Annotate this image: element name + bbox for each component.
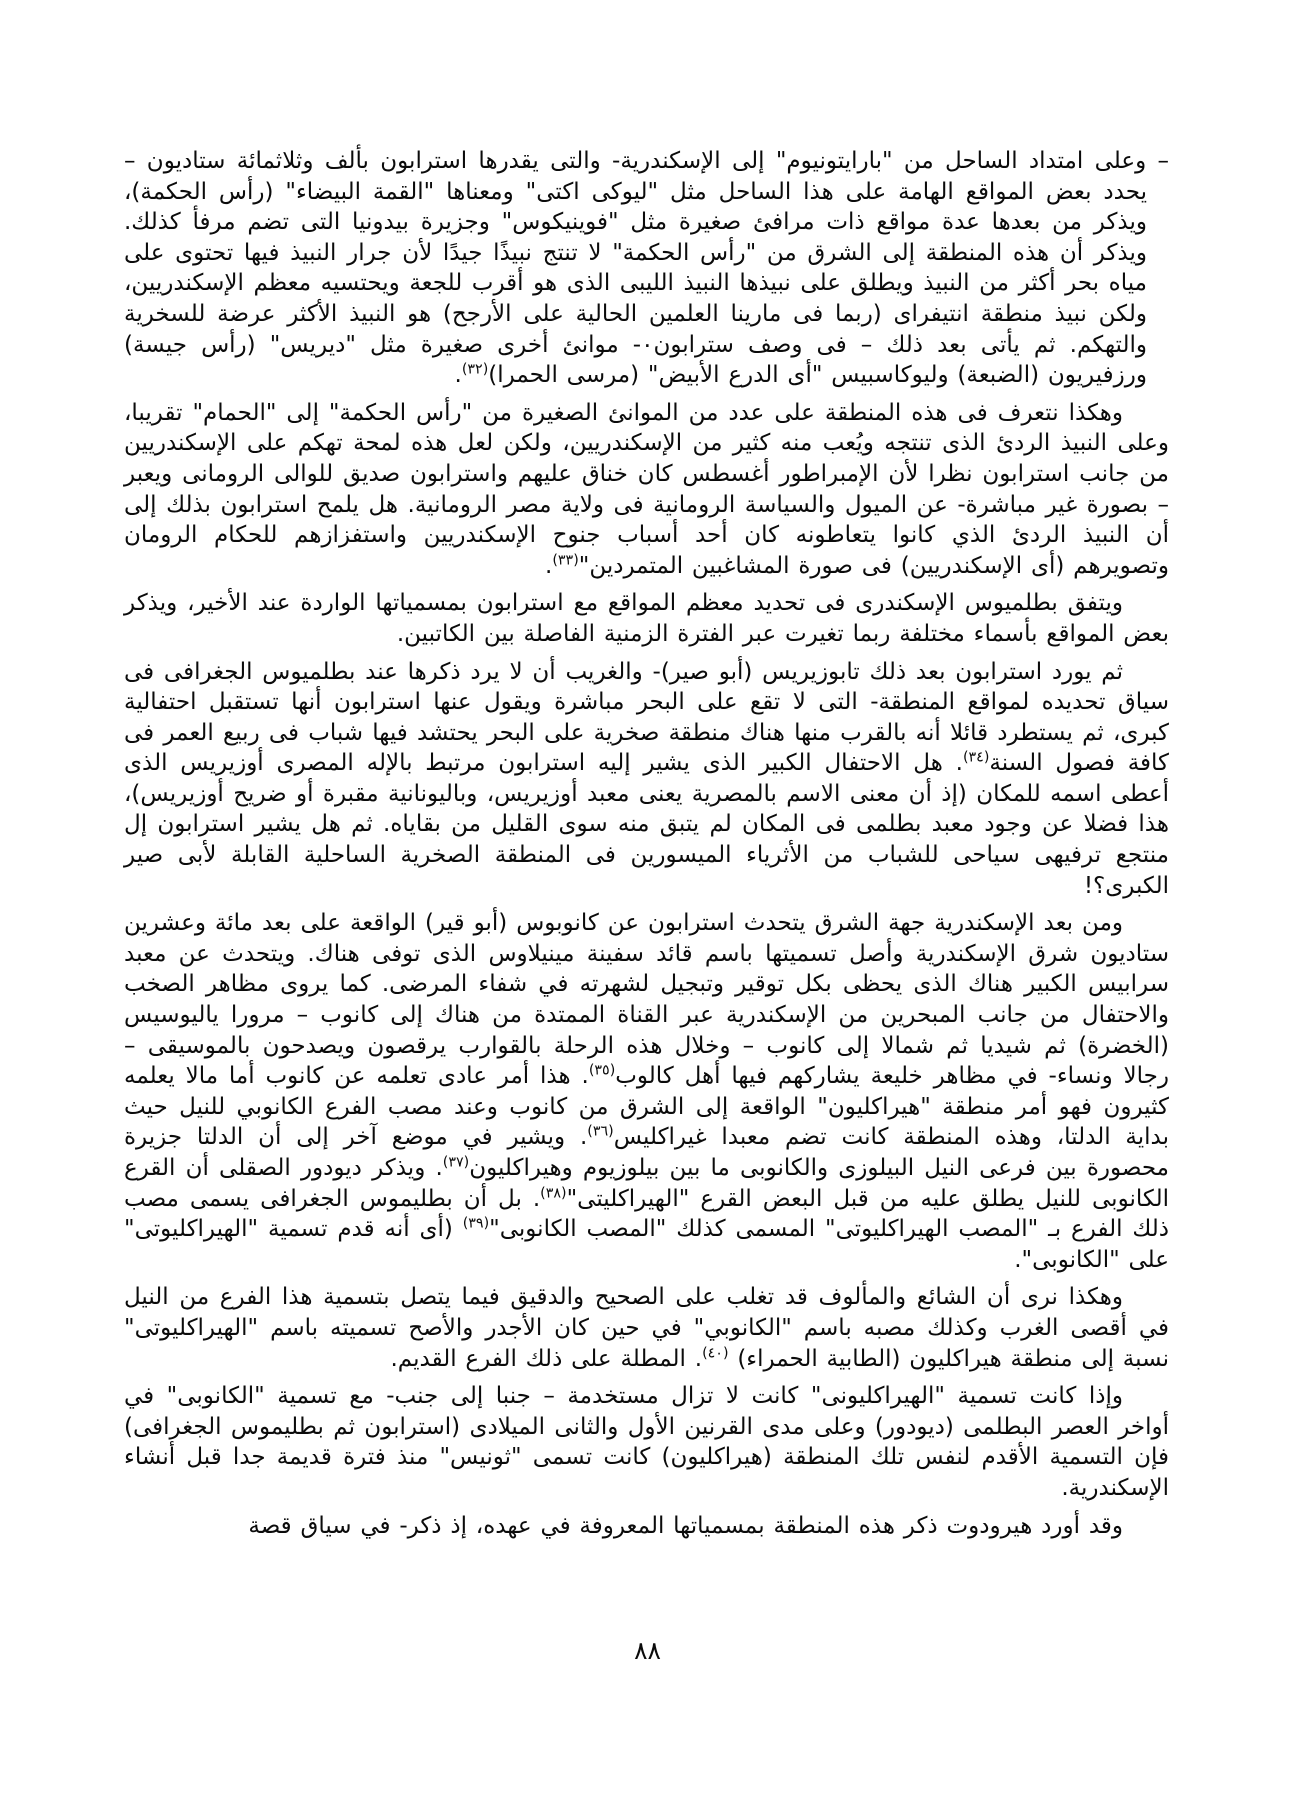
page-number: ٨٨ [634,1636,661,1665]
footnote-marker: (٣٣) [552,552,579,569]
paragraph-text: وقد أورد هيرودوت ذكر هذه المنطقة بمسمياتها المعروفة في عهده، إذ ذكر- في سياق قصة [248,1512,1123,1539]
paragraph [124,588,1169,649]
footnote-marker: (٣٦) [587,1123,614,1140]
paragraph [124,1381,1169,1503]
paragraph [124,657,1169,902]
footnote-marker: (٣٢) [461,361,489,378]
paragraph-text: ومن بعد الإسكندرية جهة الشرق يتحدث استرابون عن كانوبوس (أبو قير) الواقعة على بعد مائة وعشرين ستاديون شرق الإسكندرية وأصل تسميتها باسم قائد سفينة مينيلاوس الذى توفى هناك. ويتحدث عن معبد سرابيس الكبير هناك الذى يحظى بكل توقير وتبجيل لشهرته في شفاء المرضى. كما يروى مظاهر الصخب والاحتفال من جانب المبحرين من الإسكندرية عبر القناة الممتدة من هناك إلى كانوب – مرورا ياليوسيس (الخضرة) ثم شيديا ثم شمالا إلى كانوب – وخلال هذه الرحلة بالقوارب يرقصون ويصدحون بالموسيقى – رجالا ونساء- في مظاهر خليعة يشاركهم فيها أهل كالوب [124,910,1169,1090]
footnote-marker: (٣٤) [962,749,990,766]
paragraph [124,146,1169,391]
paragraph-text: وهكذا نرى أن الشائع والمألوف قد تغلب على الصحيح والدقيق فيما يتصل بتسمية هذا الفرع من النيل في أقصى الغرب وكذلك مصبه باسم "الكانوبي" في حين كان الأجدر والأصح تسميته باسم "الهيراكليوتى" نسبة إلى منطقة هيراكليون (الطابية الحمراء) [124,1284,1169,1372]
footnote-marker: (٤٠) [702,1344,729,1361]
paragraph-text: ويتفق بطلميوس الإسكندرى فى تحديد معظم المواقع مع استرابون بمسمياتها الواردة عند الأخير، ويذكر بعض المواقع بأسماء مختلفة ربما تغيرت عبر الفترة الزمنية الفاصلة بين الكاتبين. [124,590,1169,647]
paragraph-text: (أى أنه قدم تسمية "الهيراكليوتى" على "الكانوبى". [124,1216,1169,1273]
footnote-marker: (٣٩) [462,1215,490,1232]
text-block [124,146,1169,1548]
paragraph [124,1282,1169,1374]
paragraph [124,1511,1169,1542]
paragraph-text: . هذا أمر عادى تعلمه عن كانوب أما مالا يعلمه كثيرون فهو أمر منطقة "هيراكليون" الواقعة إلى الشرق من كانوب وعند مصب الفرع الكانوبي للنيل حيث بداية الدلتا، وهذه المنطقة كانت تضم معبدا غيراكليس [124,1063,1170,1151]
paragraph-text: – وعلى امتداد الساحل من "بارايتونيوم" إلى الإسكندرية- والتى يقدرها استرابون بألف وثلاثمائة ستاديون – يحدد بعض المواقع الهامة على هذا الساحل مثل "ليوكى اكتى" ومعناها "القمة البيضاء" (رأس الحكمة)، ويذكر من بعدها عدة مواقع ذات مرافئ صغيرة مثل "فوينيكوس" وجزيرة بيدونيا التى تضم مرفأ كذلك. ويذكر أن هذه المنطقة إلى الشرق من "رأس الحكمة" لا تنتج نبيذًا جيدًا لأن جرار النبيذ فيها تحتوى على مياه بحر أكثر من النبيذ ويطلق على نبيذها النبيذ الليبى الذى هو أقرب للجعة ويحتسيه معظم الإسكندريين، ولكن نبيذ منطقة انتيفراى (ربما فى مارينا العلمين الحالية على الأرجح) هو النبيذ الأكثر عرضة للسخرية والتهكم. ثم يأتى بعد ذلك – فى وصف سترابون٠- موانئ أخرى صغيرة مثل "ديريس" (رأس جيسة) ورزفيريون (الضبعة) وليوكاسبيس "أى الدرع الأبيض" (مرسى الحمرا) [124,148,1169,389]
paragraph-text: . [454,362,462,389]
paragraph-text: . بل أن بطليموس الجغرافى يسمى مصب ذلك الفرع بـ "المصب الهيراكليوتى" المسمى كذلك "المصب الكانوبى" [124,1185,1169,1243]
footnote-marker: (٣٧) [442,1154,470,1171]
paragraph-text: . المطلة على ذلك الفرع القديم. [390,1345,703,1372]
paragraph-text: . ويشير في موضع آخر إلى أن الدلتا جزيرة محصورة بين فرعى النيل البيلوزى والكانوبى ما بين بيلوزيوم وهيراكليون [124,1124,1170,1181]
paragraph-text: وهكذا نتعرف فى هذه المنطقة على عدد من الموانئ الصغيرة من "رأس الحكمة" إلى "الحمام" تقريبا، وعلى النبيذ الردئ الذى تنتجه ويُعب منه كثير من الإسكندريين، ولكن لعل هذه لمحة تهكم على الإسكندريين من جانب استرابون نظرا لأن الإمبراطور أغسطس كان خناق عليهم واسترابون صديق للوالى الرومانى ويعبر – بصورة غير مباشرة- عن الميول والسياسة الرومانية فى ولاية مصر الرومانية. هل يلمح استرابون بذلك إلى أن النبيذ الردئ الذي كانوا يتعاطونه كان أحد أسباب جنوح الإسكندريين واستفزازهم للحكام الرومان وتصويرهم (أى الإسكندريين) فى صورة المشاغبين المتمردين" [124,399,1169,579]
paragraph-text: . هل الاحتفال الكبير الذى يشير إليه استرابون مرتبط بالإله المصرى أوزيريس الذى أعطى اسمه للمكان (إذ أن معنى الاسم بالمصرية يعنى معبد أوزيريس، وباليونانية مقبرة أو ضريح أوزيريس)، هذا فضلا عن وجود معبد بطلمى فى المكان لم يتبق منه سوى القليل من بقاياه. ثم هل يشير استرابون إل منتجع ترفيهى سياحى للشباب من الأثرياء الميسورين فى المنطقة الصخرية الساحلية القابلة لأبى صير الكبرى؟! [124,750,1169,899]
footnote-marker: (٣٥) [588,1062,616,1079]
paragraph-text: . [545,552,553,579]
paragraph [124,398,1169,582]
paragraph-text: ثم يورد استرابون بعد ذلك تابوزيريس (أبو صير)- والغريب أن لا يرد ذكرها عند بطلميوس الجغرافى فى سياق تحديده لمواقع المنطقة- التى لا تقع على البحر مباشرة ويقول عنها استرابون أنها تستقبل احتفالية كبرى، ثم يستطرد قائلا أنه بالقرب منها هناك منطقة صخرية على البحر يحتشد فيها شباب فى ربيع العمر فى كافة فصول السنة [124,658,1169,777]
paragraph-text: وإذا كانت تسمية "الهيراكليونى" كانت لا تزال مستخدمة – جنبا إلى جنب- مع تسمية "الكانوبى" في أواخر العصر البطلمى (ديودور) وعلى مدى القرنين الأول والثانى الميلادى (استرابون ثم بطليموس الجغرافى) فإن التسمية الأقدم لنفس تلك المنطقة (هيراكليون) كانت تسمى "ثونيس" منذ فترة قديمة جدا قبل أنشاء الإسكندرية. [124,1383,1169,1501]
paragraph [124,908,1169,1275]
paragraph-text: . ويذكر ديودور الصقلى أن القرع الكانوبى للنيل يطلق عليه من قبل البعض القرع "الهيراكليتى" [124,1155,1169,1212]
footnote-marker: (٣٨) [540,1184,567,1201]
